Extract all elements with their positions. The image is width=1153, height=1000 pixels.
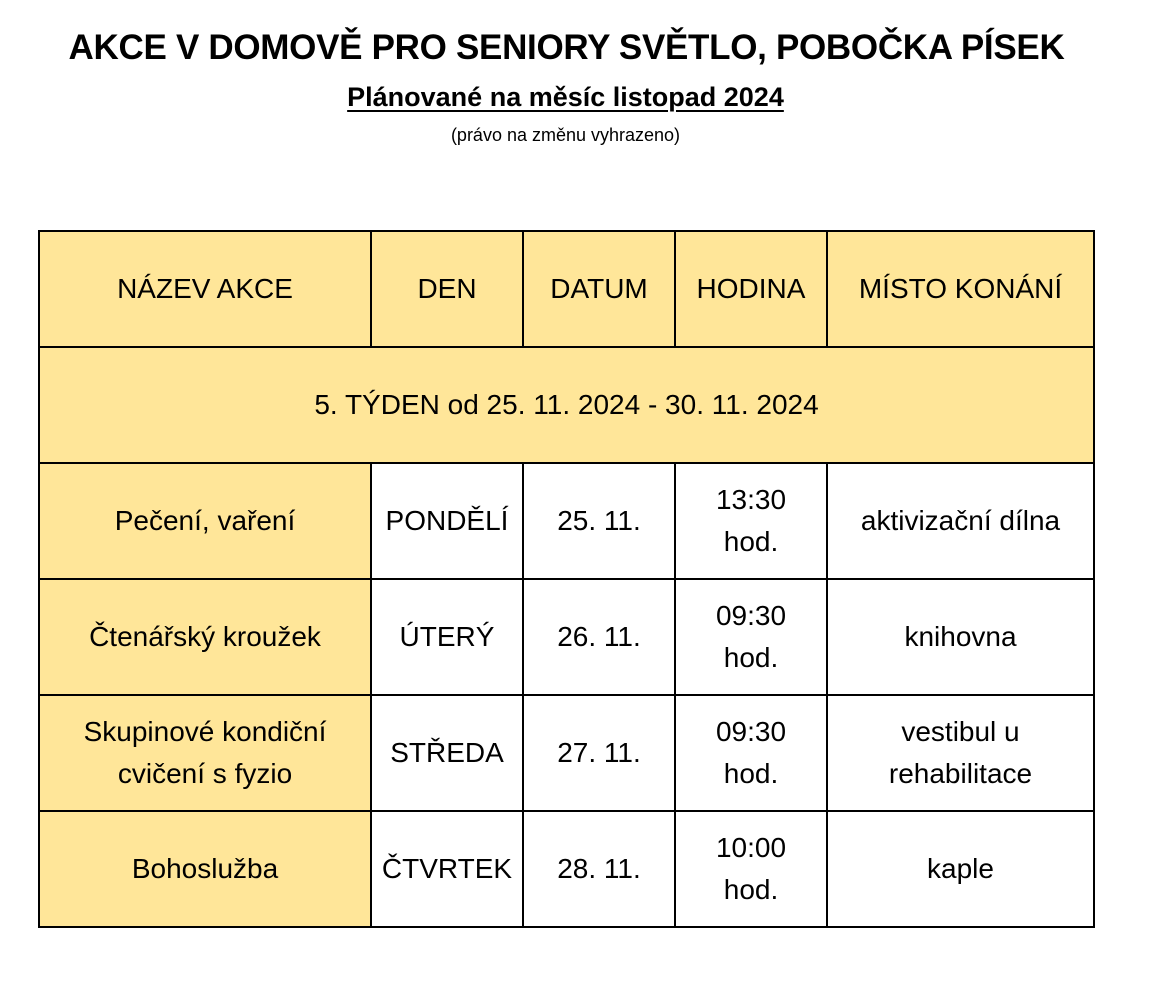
event-name-cell: [39, 579, 371, 695]
subtitle-text: Plánované na měsíc listopad 2024: [347, 82, 784, 112]
page-subtitle: [0, 82, 1131, 113]
event-name: Skupinové kondiční: [83, 716, 327, 747]
column-header-name: NÁZEV AKCE: [39, 231, 371, 347]
event-place-cell: [827, 695, 1094, 811]
event-time-cell: [675, 463, 827, 579]
events-table: [38, 230, 1095, 928]
event-name-cell: [39, 463, 371, 579]
event-name: Bohoslužba: [131, 853, 279, 884]
event-time-cell: [675, 579, 827, 695]
event-place: aktivizační dílna: [860, 505, 1061, 536]
event-time-unit: hod.: [723, 874, 779, 905]
table-row: [39, 463, 1094, 579]
table-header-row: [39, 231, 1094, 347]
event-time: 10:00: [715, 832, 787, 863]
event-name-cell: [39, 695, 371, 811]
column-header-place: MÍSTO KONÁNÍ: [827, 231, 1094, 347]
event-day: PONDĚLÍ: [371, 463, 523, 579]
page-title: AKCE V DOMOVĚ PRO SENIORY SVĚTLO, POBOČKA PÍSEK: [68, 28, 1065, 67]
event-place-cell: [827, 811, 1094, 927]
event-time: 09:30: [715, 600, 787, 631]
event-name-cell: [39, 811, 371, 927]
event-name: Pečení, vaření: [114, 505, 296, 536]
event-day: ČTVRTEK: [371, 811, 523, 927]
event-place: kaple: [927, 853, 994, 884]
event-date: 27. 11.: [523, 695, 675, 811]
event-time-unit: hod.: [723, 526, 779, 557]
column-header-date: DATUM: [523, 231, 675, 347]
table-row: [39, 811, 1094, 927]
event-time-cell: [675, 695, 827, 811]
column-header-time: HODINA: [675, 231, 827, 347]
event-place-cell: [827, 579, 1094, 695]
event-time: 09:30: [715, 716, 787, 747]
event-name-line2: cvičení s fyzio: [117, 758, 293, 789]
event-time-unit: hod.: [723, 758, 779, 789]
table-row: [39, 579, 1094, 695]
event-place-line2: rehabilitace: [888, 758, 1033, 789]
event-time-cell: [675, 811, 827, 927]
event-day: STŘEDA: [371, 695, 523, 811]
column-header-day: DEN: [371, 231, 523, 347]
event-time: 13:30: [715, 484, 787, 515]
event-name: Čtenářský kroužek: [89, 621, 321, 652]
event-date: 25. 11.: [523, 463, 675, 579]
event-date: 26. 11.: [523, 579, 675, 695]
event-place: vestibul u: [901, 716, 1020, 747]
table-row: [39, 695, 1094, 811]
event-time-unit: hod.: [723, 642, 779, 673]
event-place: knihovna: [904, 621, 1017, 652]
week-row: [39, 347, 1094, 463]
week-label: 5. TÝDEN od 25. 11. 2024 - 30. 11. 2024: [39, 347, 1094, 463]
event-day: ÚTERÝ: [371, 579, 523, 695]
event-date: 28. 11.: [523, 811, 675, 927]
event-place-cell: [827, 463, 1094, 579]
disclaimer-note: (právo na změnu vyhrazeno): [450, 125, 681, 145]
